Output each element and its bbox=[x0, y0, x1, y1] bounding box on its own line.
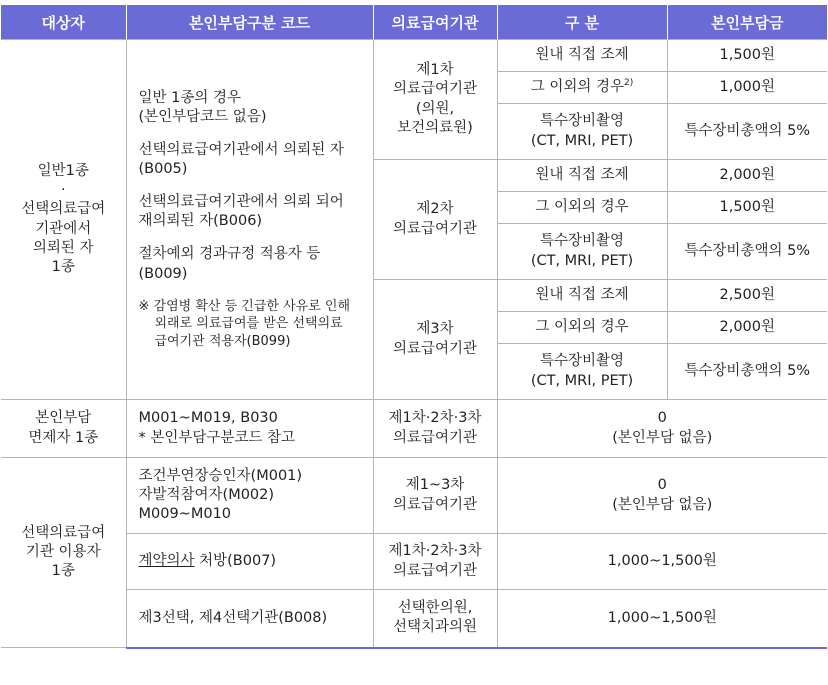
note-line: ※ 감염병 확산 등 긴급한 사유로 인해 bbox=[138, 298, 350, 314]
header-target: 대상자 bbox=[1, 5, 126, 40]
charge-line: 0 bbox=[657, 477, 667, 494]
code-line: 자발적참여자(M002) bbox=[138, 486, 275, 503]
category-cell bbox=[497, 344, 667, 400]
selected-institution-cell bbox=[373, 590, 497, 648]
charge-cell: 2,500원 bbox=[667, 280, 827, 312]
institution-line: 의료급여기관 bbox=[392, 81, 478, 98]
institution-line: 제1차·2차·3차 bbox=[388, 410, 482, 427]
institution-line: 의료급여기관 bbox=[392, 340, 478, 357]
charge-cell: 1,500원 bbox=[667, 40, 827, 72]
selected-code-cell: 제3선택, 제4선택기관(B008) bbox=[126, 590, 373, 648]
code-line: 재의뢰된 자(B006) bbox=[138, 213, 263, 230]
code-line: 선택의료급여기관에서 의뢰된 자 bbox=[138, 141, 344, 158]
category-cell: 그 이외의 경우 bbox=[497, 312, 667, 344]
institution-line: 의료급여기관 bbox=[392, 429, 478, 446]
category-text: 특수장비촬영 bbox=[539, 233, 625, 250]
category-text: 특수장비촬영 bbox=[539, 113, 625, 130]
target-line: 기관에서 bbox=[35, 220, 92, 237]
selected-target-cell bbox=[1, 458, 126, 648]
category-cell bbox=[497, 224, 667, 280]
code-line: M001~M019, B030 bbox=[138, 410, 278, 427]
institution-line: (의원, bbox=[415, 100, 455, 117]
copayment-table bbox=[1, 5, 827, 649]
note-line: 외래로 의료급여를 받은 선택의료 bbox=[154, 316, 343, 332]
institution-line: 선택한의원, bbox=[397, 600, 473, 617]
table-row bbox=[1, 40, 827, 72]
institution-line: 제1차·2차·3차 bbox=[388, 543, 482, 560]
institution-tier3 bbox=[373, 280, 497, 400]
institution-line: 제3차 bbox=[416, 321, 454, 338]
institution-line: 보건의료원) bbox=[397, 119, 473, 136]
charge-cell: 2,000원 bbox=[667, 160, 827, 192]
target-line: 본인부담 bbox=[35, 410, 92, 427]
category-text: (CT, MRI, PET) bbox=[530, 252, 634, 269]
target-line: 선택의료급여 bbox=[21, 201, 106, 218]
category-cell: 그 이외의 경우 bbox=[497, 192, 667, 224]
general-codes-cell bbox=[126, 40, 373, 400]
category-text: (CT, MRI, PET) bbox=[530, 372, 634, 389]
institution-line: 제1~3차 bbox=[405, 477, 465, 494]
charge-cell: 1,000원 bbox=[667, 72, 827, 104]
code-line: 선택의료급여기관에서 의뢰 되어 bbox=[138, 194, 344, 211]
target-line: 의뢰된 자 bbox=[32, 239, 94, 256]
category-cell: 원내 직접 조제 bbox=[497, 160, 667, 192]
header-code: 본인부담구분 코드 bbox=[126, 5, 373, 40]
code-line: (B009) bbox=[138, 265, 188, 282]
code-line: * 본인부담구분코드 참고 bbox=[138, 429, 296, 446]
target-line: 선택의료급여 bbox=[21, 524, 106, 541]
institution-line: 선택치과의원 bbox=[392, 619, 478, 636]
category-text: 그 이외의 경우 bbox=[530, 78, 624, 95]
exempt-code-cell bbox=[126, 400, 373, 458]
charge-line: (본인부담 없음) bbox=[612, 429, 713, 446]
target-line: · bbox=[60, 182, 66, 199]
charge-cell: 특수장비총액의 5% bbox=[667, 224, 827, 280]
selected-code-cell bbox=[126, 534, 373, 590]
infection-note bbox=[139, 298, 367, 351]
target-line: 1종 bbox=[51, 563, 75, 580]
exempt-target-cell bbox=[1, 400, 126, 458]
target-line: 일반1종 bbox=[37, 163, 89, 180]
note-line: 급여기관 적용자(B099) bbox=[154, 333, 291, 349]
code-line: 일반 1종의 경우 bbox=[138, 89, 241, 106]
selected-charge-cell bbox=[497, 458, 827, 534]
institution-tier1 bbox=[373, 40, 497, 160]
code-line: 절차예외 경과규정 적용자 등 bbox=[138, 246, 321, 263]
charge-cell: 2,000원 bbox=[667, 312, 827, 344]
footnote-mark: 2) bbox=[624, 78, 634, 89]
header-institution: 의료급여기관 bbox=[373, 5, 497, 40]
charge-cell: 특수장비총액의 5% bbox=[667, 344, 827, 400]
exempt-charge-cell bbox=[497, 400, 827, 458]
target-line: 기관 이용자 bbox=[25, 543, 101, 560]
category-cell bbox=[497, 72, 667, 104]
target-line: 1종 bbox=[51, 258, 75, 275]
category-cell bbox=[497, 104, 667, 160]
exempt-institution-cell bbox=[373, 400, 497, 458]
charge-line: (본인부담 없음) bbox=[612, 496, 713, 513]
institution-line: 의료급여기관 bbox=[392, 562, 478, 579]
charge-line: 0 bbox=[657, 410, 667, 427]
selected-institution-cell bbox=[373, 534, 497, 590]
table-row bbox=[1, 458, 827, 534]
header-category: 구 분 bbox=[497, 5, 667, 40]
category-cell: 원내 직접 조제 bbox=[497, 280, 667, 312]
code-text: 처방(B007) bbox=[194, 552, 277, 569]
code-line: M009~M010 bbox=[138, 506, 232, 523]
institution-line: 제2차 bbox=[416, 201, 454, 218]
code-line: (B005) bbox=[138, 161, 188, 178]
charge-cell: 1,500원 bbox=[667, 192, 827, 224]
category-cell: 원내 직접 조제 bbox=[497, 40, 667, 72]
header-row bbox=[1, 5, 827, 40]
selected-code-cell bbox=[126, 458, 373, 534]
category-text: 특수장비촬영 bbox=[539, 353, 625, 370]
institution-line: 제1차 bbox=[416, 62, 454, 79]
code-line: 조건부연장승인자(M001) bbox=[138, 467, 303, 484]
selected-charge-cell: 1,000~1,500원 bbox=[497, 534, 827, 590]
charge-cell: 특수장비총액의 5% bbox=[667, 104, 827, 160]
code-line: (본인부담코드 없음) bbox=[138, 108, 267, 125]
institution-line: 의료급여기관 bbox=[392, 220, 478, 237]
general-target-cell bbox=[1, 40, 126, 400]
institution-line: 의료급여기관 bbox=[392, 496, 478, 513]
header-charge: 본인부담금 bbox=[667, 5, 827, 40]
institution-tier2 bbox=[373, 160, 497, 280]
contract-doctor-text: 계약의사 bbox=[138, 552, 195, 569]
table-row bbox=[1, 400, 827, 458]
target-line: 면제자 1종 bbox=[28, 429, 99, 446]
selected-institution-cell bbox=[373, 458, 497, 534]
selected-charge-cell: 1,000~1,500원 bbox=[497, 590, 827, 648]
category-text: (CT, MRI, PET) bbox=[530, 132, 634, 149]
